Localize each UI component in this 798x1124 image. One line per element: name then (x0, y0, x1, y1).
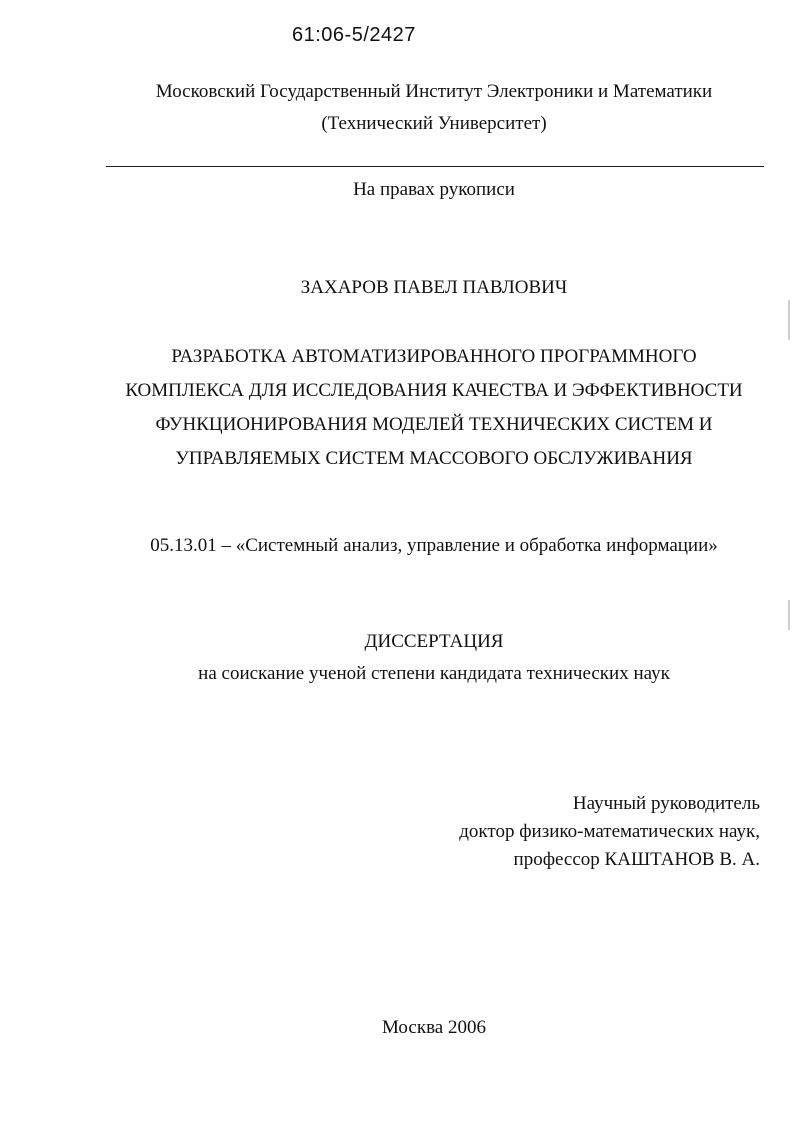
title-line: КОМПЛЕКСА ДЛЯ ИССЛЕДОВАНИЯ КАЧЕСТВА И ЭФФЕКТИВНОСТИ (125, 380, 743, 401)
supervisor-role: Научный руководитель (572, 793, 760, 814)
scan-artifact (788, 300, 790, 340)
title-line: УПРАВЛЯЕМЫХ СИСТЕМ МАССОВОГО ОБСЛУЖИВАНИЯ (175, 448, 693, 469)
specialty-code: 05.13.01 – «Системный анализ, управление и обработка информации» (150, 535, 718, 556)
title-line: ФУНКЦИОНИРОВАНИЯ МОДЕЛЕЙ ТЕХНИЧЕСКИХ СИСТЕМ И (155, 414, 713, 435)
institution-subtitle: (Технический Университет) (321, 113, 547, 134)
supervisor-name: профессор КАШТАНОВ В. А. (513, 849, 760, 870)
supervisor-degree: доктор физико-математических наук, (459, 821, 760, 842)
supervisor-block (459, 790, 760, 874)
scan-artifact (788, 600, 790, 630)
archive-stamp: 61:06-5/2427 (292, 24, 416, 46)
city-year: Москва 2006 (382, 1017, 486, 1038)
dissertation-title (0, 340, 798, 476)
rights-note: На правах рукописи (353, 179, 515, 200)
author-name: ЗАХАРОВ ПАВЕЛ ПАВЛОВИЧ (300, 277, 568, 298)
document-type: ДИССЕРТАЦИЯ (364, 631, 504, 652)
title-line: РАЗРАБОТКА АВТОМАТИЗИРОВАННОГО ПРОГРАММНОГО (171, 346, 697, 367)
degree-line: на соискание ученой степени кандидата технических наук (198, 663, 670, 684)
institution-name: Московский Государственный Институт Электроники и Математики (155, 81, 713, 102)
header-divider (106, 166, 764, 167)
